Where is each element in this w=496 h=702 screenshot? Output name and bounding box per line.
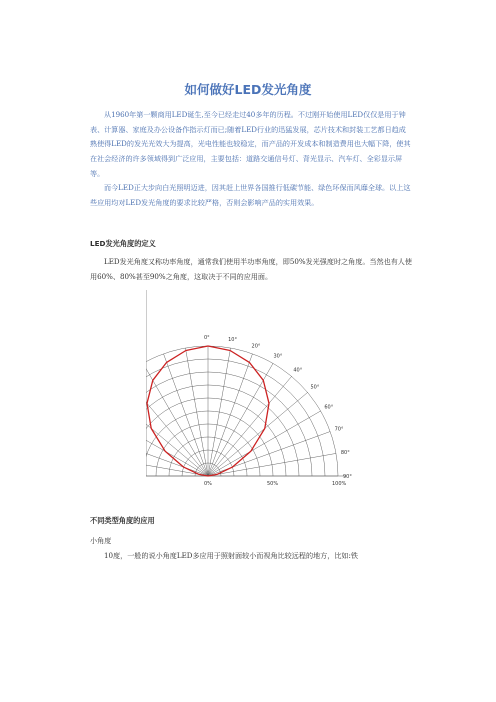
polar-angle-label: 40°	[293, 367, 303, 374]
definition-paragraph: LED发光角度又称功率角度，通常我们使用半功率角度，即50%发光强度时之角度。当然也有人使用60%、80%甚至90%之角度，这取决于不同的应用面。	[90, 257, 412, 281]
small-angle-label: 小角度	[90, 536, 112, 545]
intro-paragraph-1: 从1960年第一颗商用LED诞生,至今已经走过40多年的历程。不过刚开始使用LED仅仅是用于钟表、计算器、家庭及办公设备作指示灯而已;随着LED行业的迅猛发展，芯片技术和封装工艺都日趋成熟使得LED的发光光效大为提高，光电性能也较稳定，而产品的开发成本和制造费用也大幅下降，使其在社会经济的许多领域得到广泛应用，主要包括：道路交通信号灯、背光显示、汽车灯、全彩显示屏等。	[90, 110, 411, 178]
polar-ring	[146, 398, 286, 476]
polar-chart	[146, 284, 356, 496]
polar-radial-line	[146, 363, 208, 476]
polar-angle-label: 50°	[310, 384, 320, 391]
polar-radial-label: 0%	[204, 481, 212, 487]
polar-angle-label: 60°	[324, 404, 334, 411]
small-angle-paragraph: 10度，一般的说小角度LED多应用于照射面较小而视角比较远程的地方，比如:铁	[104, 551, 358, 560]
polar-angle-label: 0°	[204, 335, 210, 341]
polar-angle-label: 20°	[251, 343, 261, 350]
polar-radial-line	[146, 411, 208, 476]
polar-radial-label: 50%	[267, 481, 279, 487]
polar-angle-label: 10°	[228, 337, 238, 344]
polar-angle-label: 90°	[343, 474, 352, 480]
page-title: 如何做好LED发光角度	[184, 82, 312, 97]
polar-radial-line	[208, 392, 308, 476]
polar-angle-label: 70°	[334, 426, 344, 433]
intro-paragraph-2: 而今LED正大步向白光照明迈进，因其赶上世界各国推行低碳节能、绿色环保而风靡全球。以上这些应用均对LED发光角度的要求比较严格，否则会影响产品的实用效果。	[90, 183, 411, 207]
polar-radial-label: 100%	[332, 481, 347, 487]
section-heading-applications: 不同类型角度的应用	[90, 516, 155, 525]
section-heading-definition: LED发光角度的定义	[90, 239, 156, 248]
polar-angle-label: 80°	[340, 449, 350, 456]
polar-ring	[146, 385, 299, 476]
polar-radial-line	[208, 376, 292, 476]
polar-angle-label: 30°	[273, 353, 283, 360]
